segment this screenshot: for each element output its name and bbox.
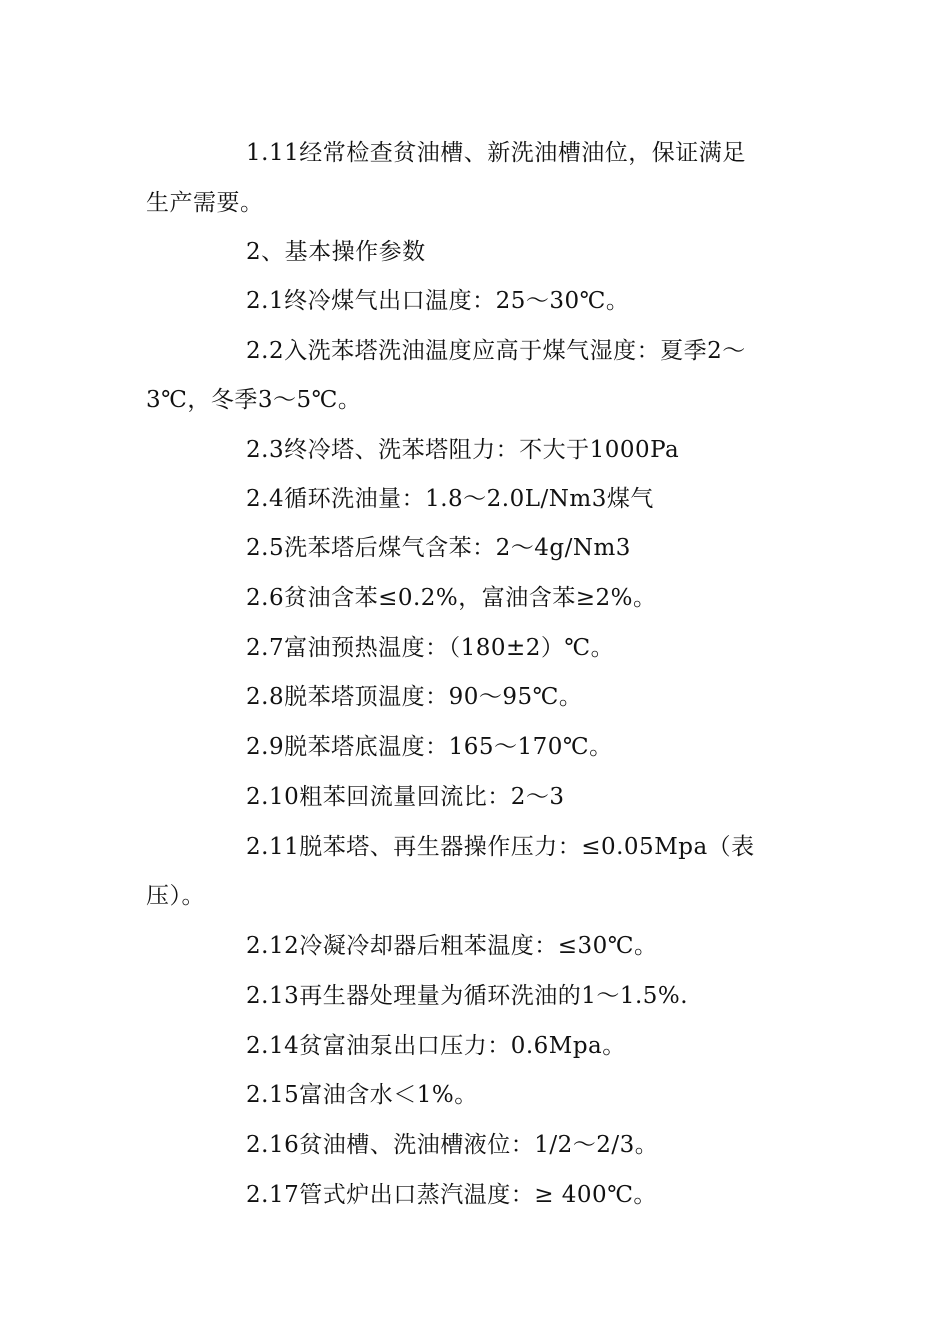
parameter-2-5: 2.5洗苯塔后煤气含苯：2～4g/Nm3: [246, 535, 631, 561]
parameter-2-4: 2.4循环洗油量：1.8～2.0L/Nm3煤气: [246, 486, 654, 512]
parameter-2-11-line-1: 2.11脱苯塔、再生器操作压力：≤0.05Mpa（表: [246, 834, 755, 860]
paragraph-1-11-line-2: 生产需要。: [146, 190, 264, 216]
parameter-2-1: 2.1终冷煤气出口温度：25～30℃。: [246, 288, 630, 314]
parameter-2-13: 2.13再生器处理量为循环洗油的1～1.5%.: [246, 983, 689, 1009]
parameter-2-9: 2.9脱苯塔底温度：165～170℃。: [246, 734, 613, 760]
parameter-2-6: 2.6贫油含苯≤0.2%，富油含苯≥2%。: [246, 585, 657, 611]
section-heading-basic-parameters: 2、基本操作参数: [246, 239, 426, 265]
parameter-2-8: 2.8脱苯塔顶温度：90～95℃。: [246, 684, 583, 710]
parameter-2-14: 2.14贫富油泵出口压力：0.6Mpa。: [246, 1033, 626, 1059]
parameter-2-12: 2.12冷凝冷却器后粗苯温度：≤30℃。: [246, 933, 658, 959]
parameter-2-2-line-2: 3℃，冬季3～5℃。: [146, 387, 362, 413]
parameter-2-17: 2.17管式炉出口蒸汽温度：≥ 400℃。: [246, 1182, 657, 1208]
paragraph-1-11-line-1: 1.11经常检查贫油槽、新洗油槽油位，保证满足: [246, 140, 746, 166]
parameter-2-3: 2.3终冷塔、洗苯塔阻力：不大于1000Pa: [246, 437, 680, 463]
parameter-2-15: 2.15富油含水＜1%。: [246, 1082, 478, 1108]
parameter-2-11-line-2: 压）。: [146, 883, 205, 909]
parameter-2-10: 2.10粗苯回流量回流比：2～3: [246, 784, 565, 810]
parameter-2-7: 2.7富油预热温度：（180±2）℃。: [246, 635, 615, 661]
parameter-2-16: 2.16贫油槽、洗油槽液位：1/2～2/3。: [246, 1132, 659, 1158]
parameter-2-2-line-1: 2.2入洗苯塔洗油温度应高于煤气湿度：夏季2～: [246, 338, 746, 364]
